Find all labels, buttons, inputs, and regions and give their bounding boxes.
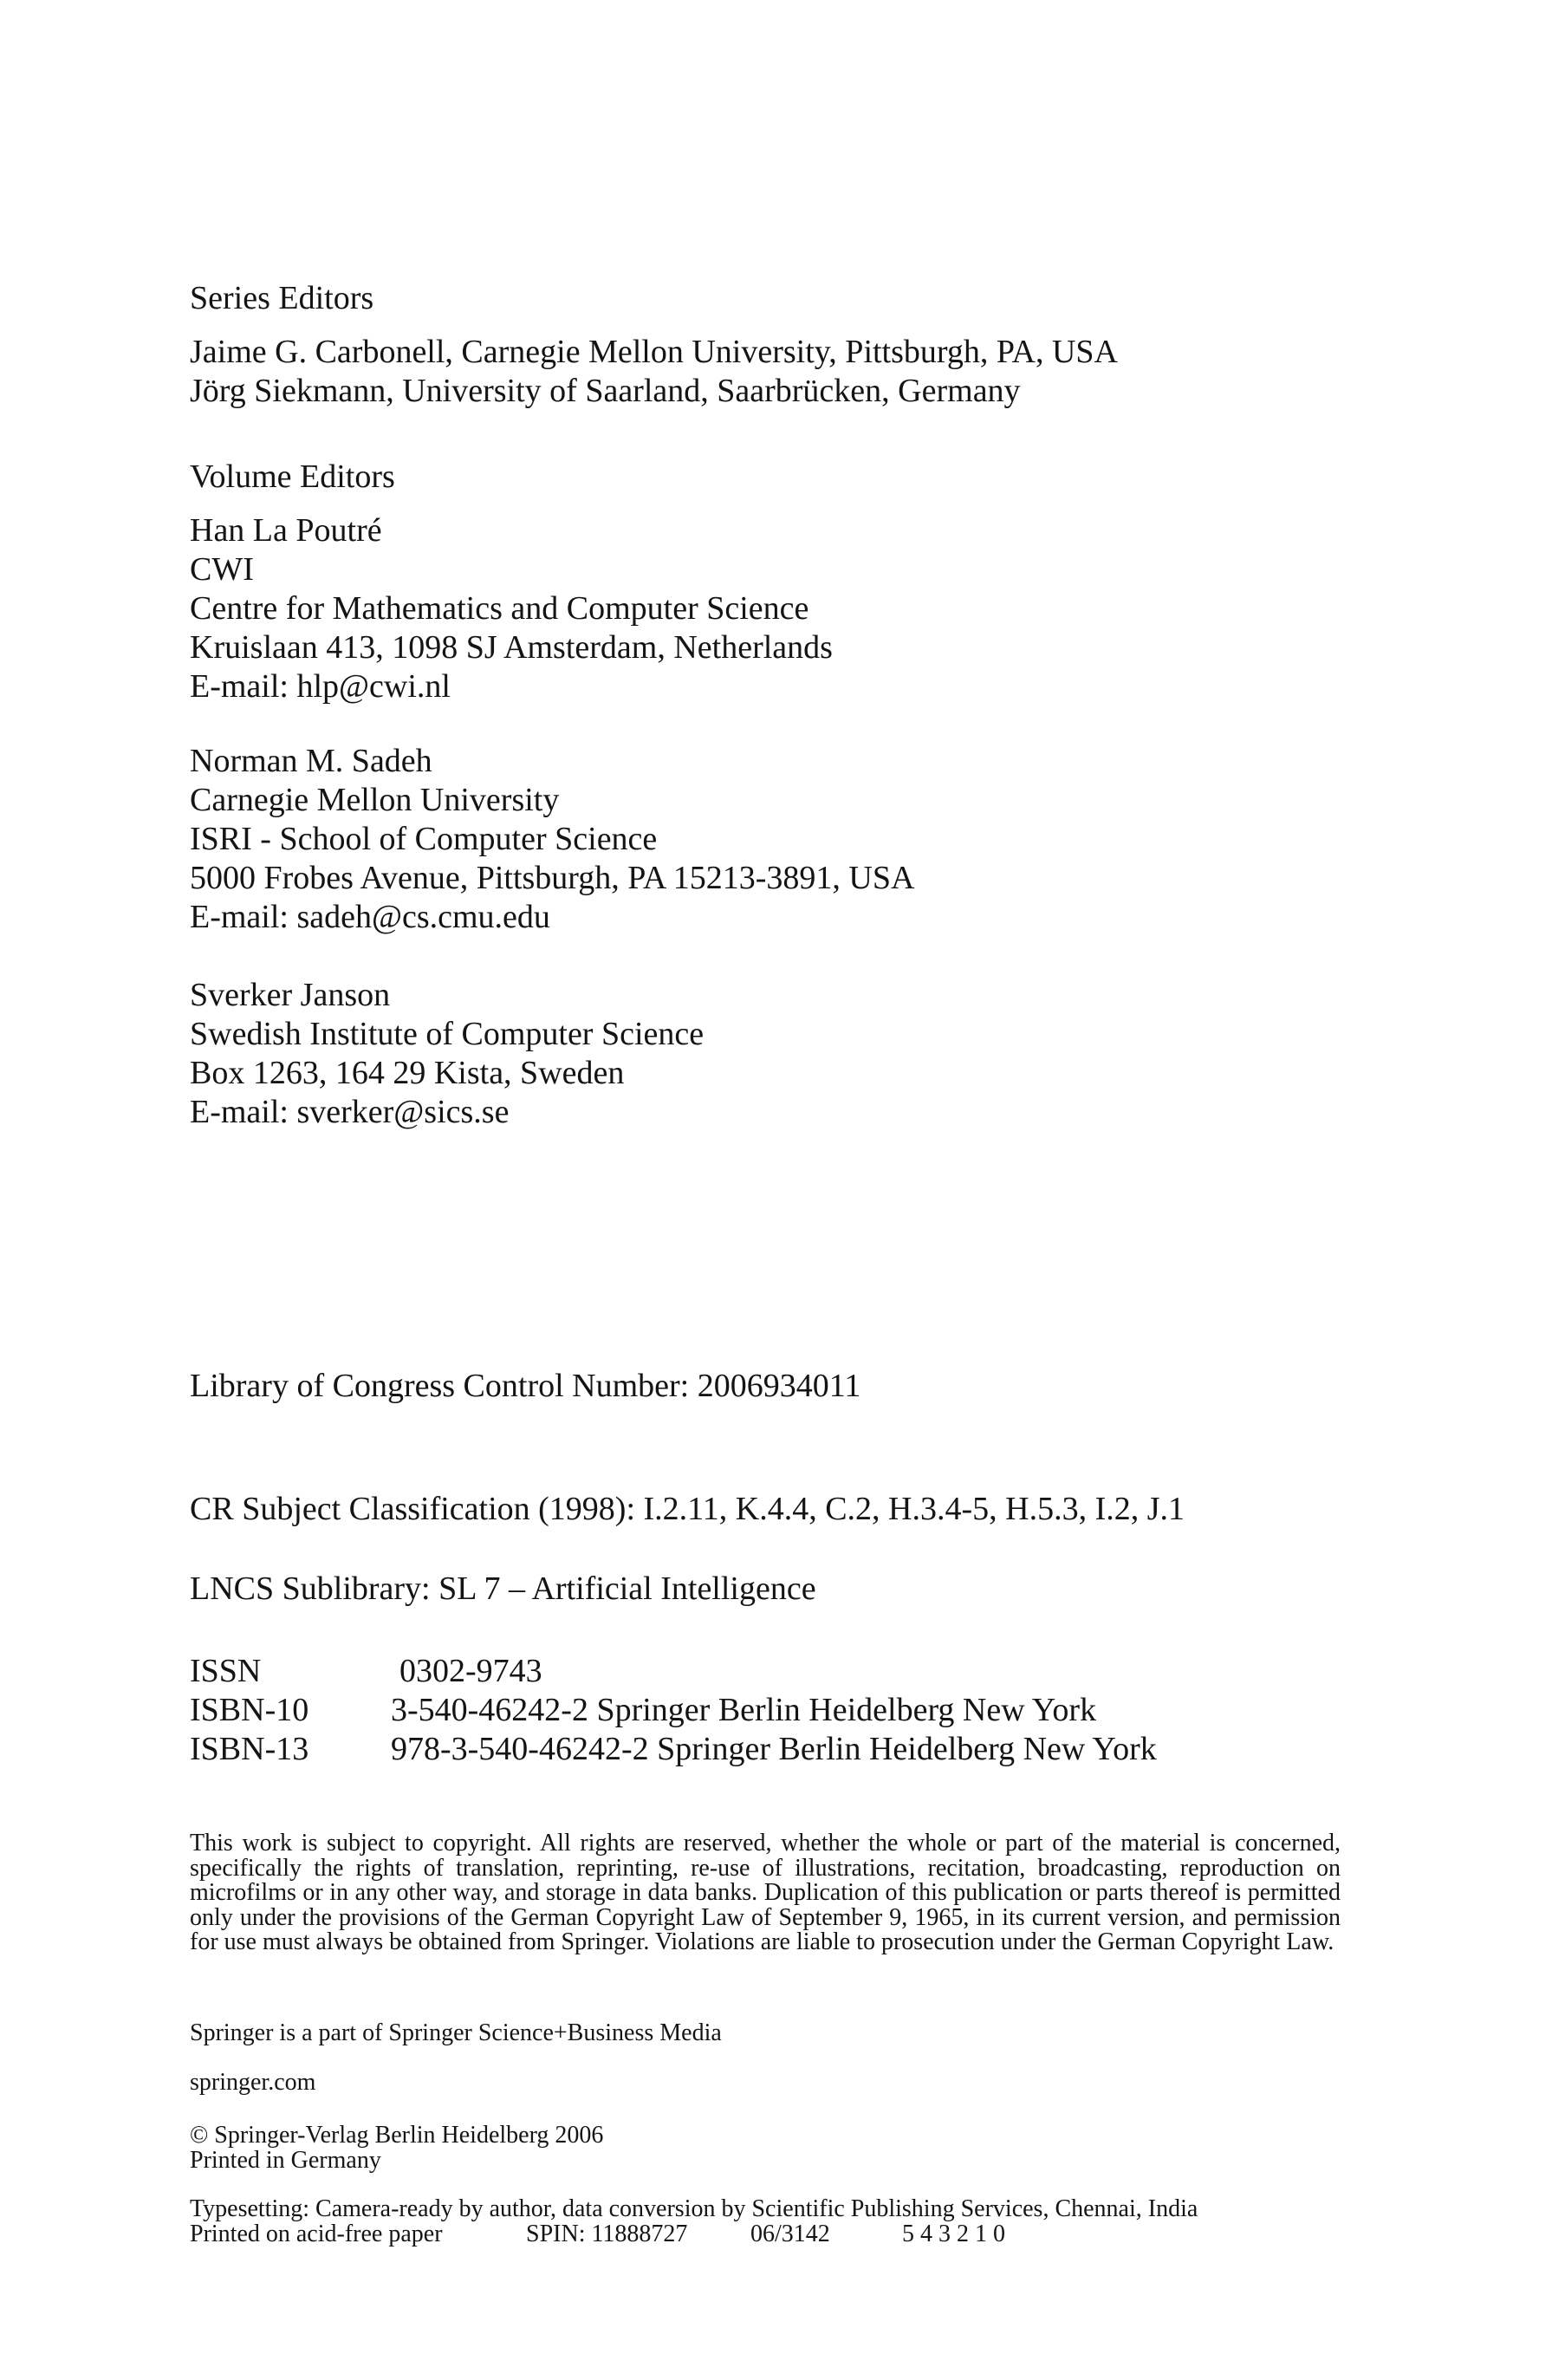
volume-editor-block [190, 511, 833, 706]
spin-number: SPIN: 11888727 [526, 2221, 688, 2247]
editor-line: Centre for Mathematics and Computer Science [190, 590, 809, 627]
series-editor-line: Jörg Siekmann, University of Saarland, Saarbrücken, Germany [190, 373, 1021, 409]
editor-email: E-mail: hlp@cwi.nl [190, 668, 451, 705]
springer-part: Springer is a part of Springer Science+Business Media [190, 2019, 722, 2046]
editor-line: 5000 Frobes Avenue, Pittsburgh, PA 15213-3891, USA [190, 860, 915, 896]
editor-line: Carnegie Mellon University [190, 782, 560, 818]
editor-line: Box 1263, 164 29 Kista, Sweden [190, 1055, 625, 1091]
typesetting: Typesetting: Camera-ready by author, data conversion by Scientific Publishing Services, Chennai, India [190, 2195, 1198, 2222]
cr-classification: CR Subject Classification (1998): I.2.11, K.4.4, C.2, H.3.4-5, H.5.3, I.2, J.1 [190, 1491, 1185, 1527]
series-editors-heading: Series Editors [190, 280, 374, 316]
identifier-label: ISBN-10 [190, 1692, 309, 1728]
paper-info: Printed on acid-free paper [190, 2221, 443, 2247]
editor-line: Swedish Institute of Computer Science [190, 1016, 705, 1052]
identifier-row [190, 1691, 1157, 1730]
print-code: 06/3142 [750, 2221, 830, 2247]
identifier-value: 0302-9743 [399, 1653, 542, 1689]
editor-line: CWI [190, 551, 254, 588]
volume-editor-block [190, 742, 914, 937]
identifier-label: ISBN-13 [190, 1731, 309, 1767]
print-info-row [190, 2222, 1005, 2247]
series-editor-line: Jaime G. Carbonell, Carnegie Mellon University, Pittsburgh, PA, USA [190, 334, 1118, 370]
website: springer.com [190, 2069, 316, 2096]
identifier-label: ISSN [190, 1653, 262, 1689]
loc-control-number: Library of Congress Control Number: 2006934011 [190, 1368, 861, 1404]
copyright-line: © Springer-Verlag Berlin Heidelberg 2006 [190, 2122, 604, 2149]
printing-sequence: 5 4 3 2 1 0 [902, 2221, 1005, 2247]
identifier-value: 978-3-540-46242-2 Springer Berlin Heidelberg New York [391, 1731, 1157, 1767]
editor-email: E-mail: sadeh@cs.cmu.edu [190, 899, 550, 935]
editor-name: Norman M. Sadeh [190, 743, 432, 779]
identifier-row [190, 1652, 1157, 1691]
identifier-row [190, 1730, 1157, 1769]
lncs-sublibrary: LNCS Sublibrary: SL 7 – Artificial Intelligence [190, 1570, 816, 1607]
copyright-notice: This work is subject to copyright. All rights are reserved, whether the whole or part of the material is concerned, specifically the rights of translation, reprinting, re-use of illustrations, recitation, broadcasting, reproduction on microfilms or in any other way, and storage in data banks. Duplication of this publication or parts thereof is permitted only under the provisions of the German Copyright Law of September 9, 1965, in its current version, and permission for use must always be obtained from Springer. Violations are liable to prosecution under the German Copyright Law. [190, 1830, 1341, 1956]
identifiers-table [190, 1652, 1157, 1769]
volume-editor-block [190, 976, 704, 1132]
volume-editors-heading: Volume Editors [190, 458, 395, 495]
identifier-value: 3-540-46242-2 Springer Berlin Heidelberg New York [391, 1692, 1097, 1728]
editor-line: ISRI - School of Computer Science [190, 821, 658, 857]
editor-line: Kruislaan 413, 1098 SJ Amsterdam, Netherlands [190, 629, 833, 666]
editor-name: Sverker Janson [190, 977, 391, 1013]
editor-email: E-mail: sverker@sics.se [190, 1094, 510, 1130]
series-editors-list [190, 333, 1118, 411]
editor-name: Han La Poutré [190, 512, 382, 549]
printed-in: Printed in Germany [190, 2147, 381, 2174]
